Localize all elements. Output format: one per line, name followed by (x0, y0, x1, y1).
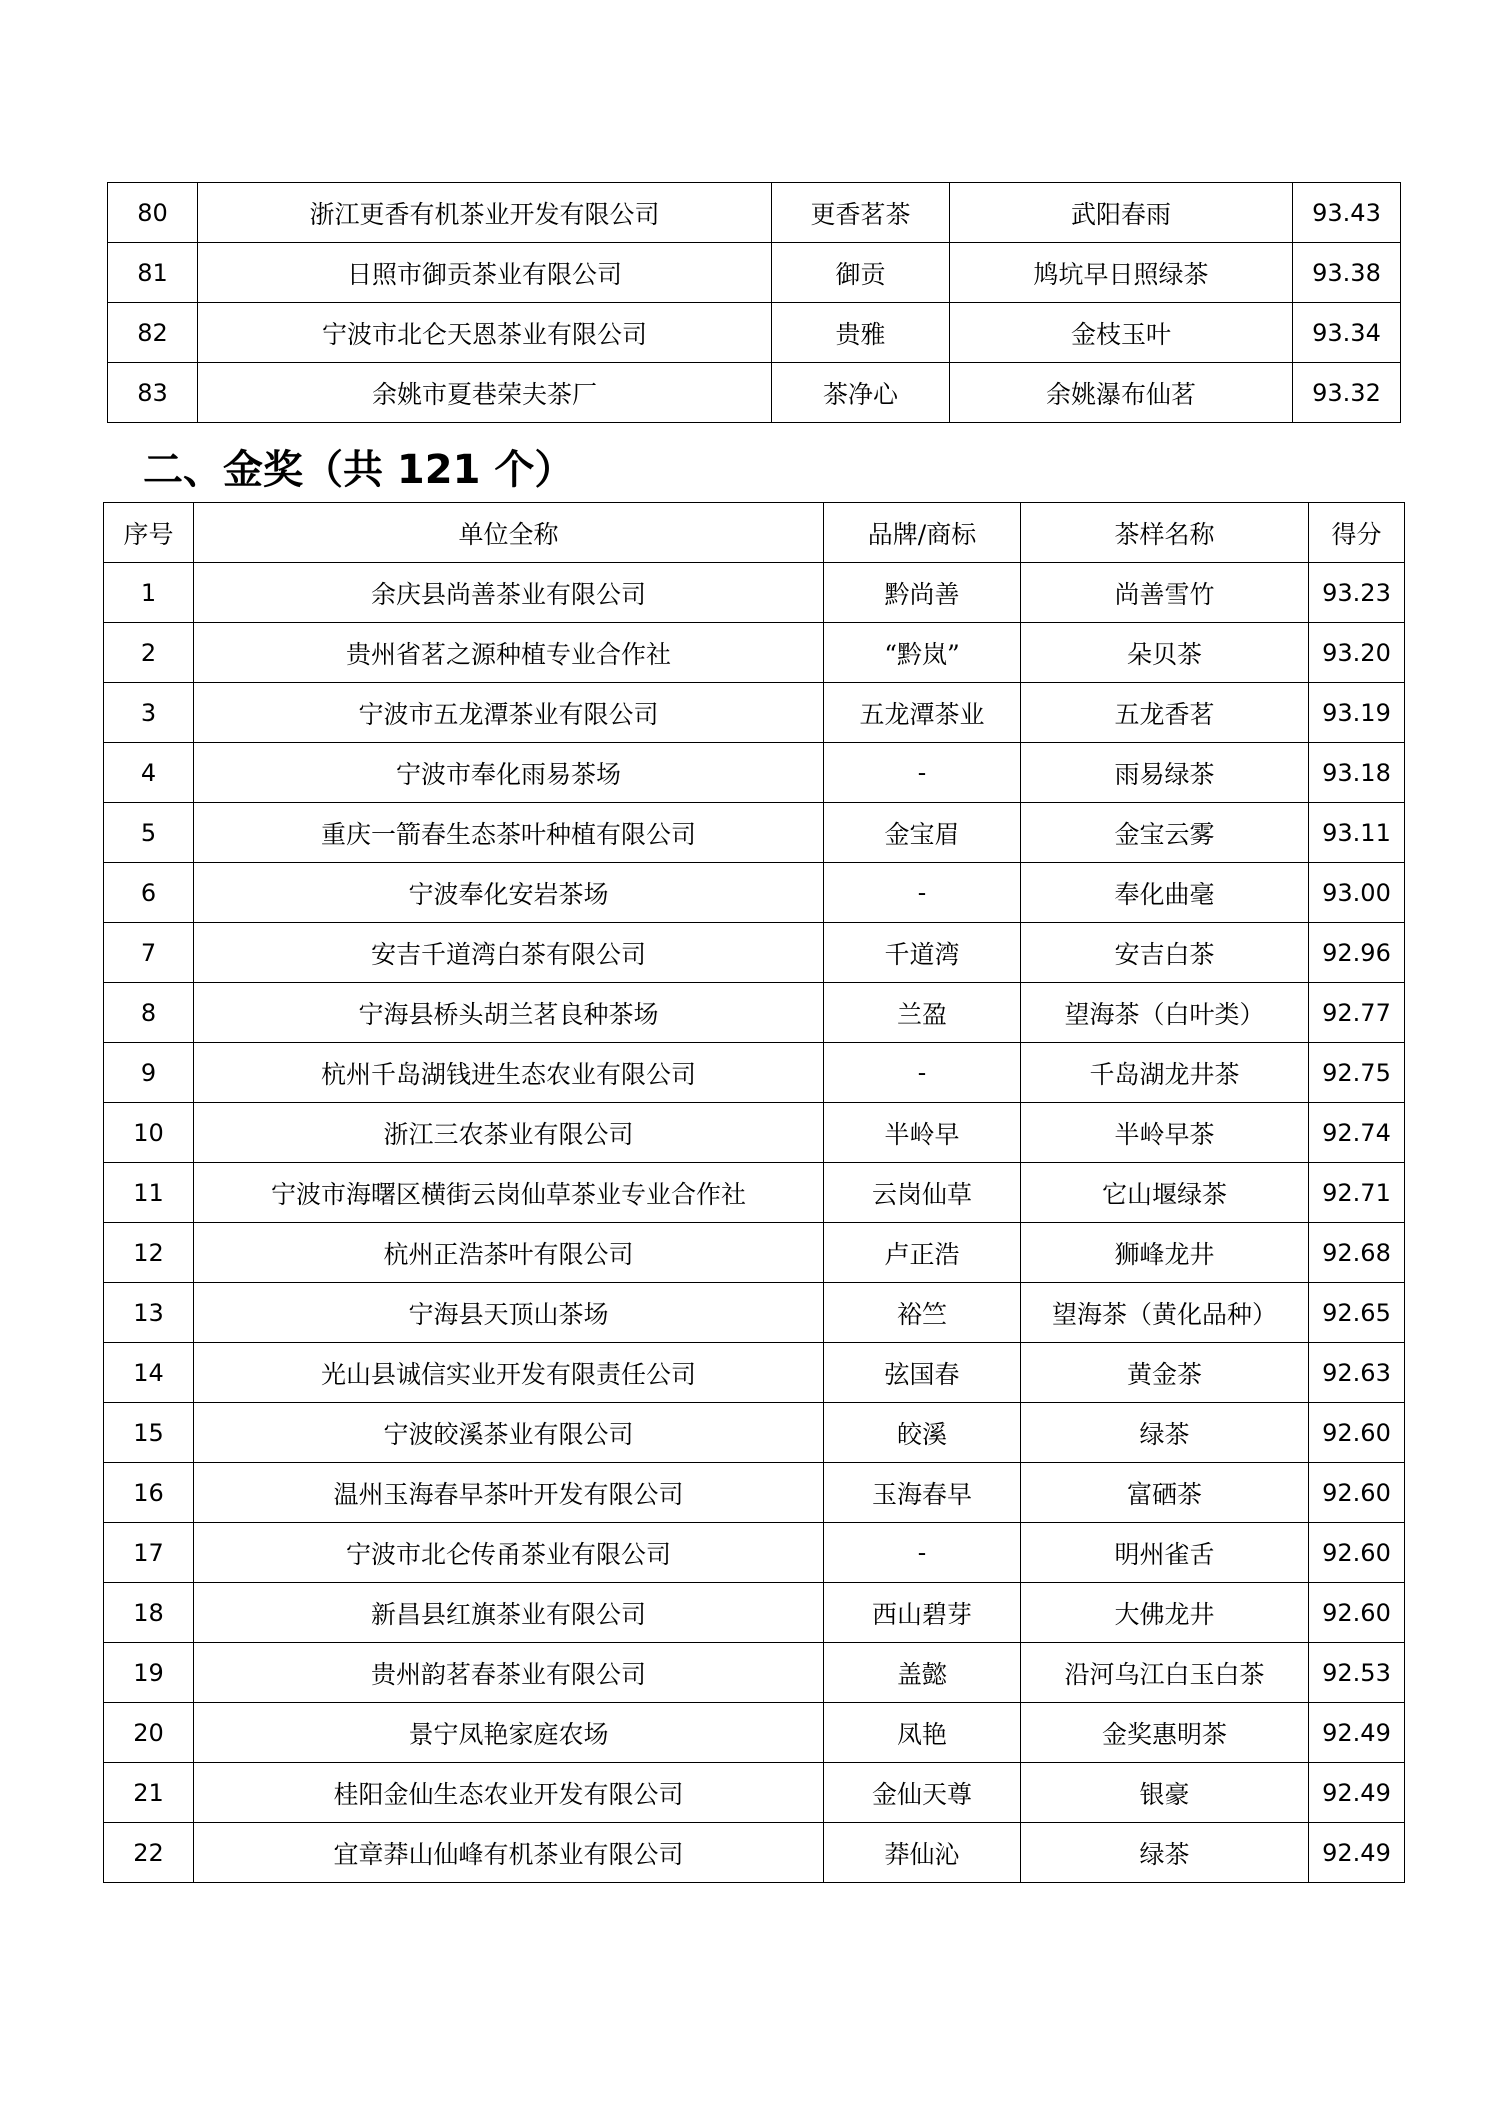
table-row (104, 563, 1405, 623)
cell-score: 92.49 (1309, 1703, 1405, 1763)
cell-index: 13 (104, 1283, 194, 1343)
cell-company: 贵州韵茗春茶业有限公司 (194, 1643, 824, 1703)
cell-score: 93.00 (1309, 863, 1405, 923)
table-row (104, 743, 1405, 803)
cell-company: 宁波奉化安岩茶场 (194, 863, 824, 923)
cell-index: 2 (104, 623, 194, 683)
section-heading: 二、金奖（共 121 个） (143, 447, 575, 493)
cell-score: 92.49 (1309, 1823, 1405, 1883)
header-brand: 品牌/商标 (824, 503, 1021, 563)
cell-sample: 银豪 (1021, 1763, 1309, 1823)
table-row (108, 183, 1401, 243)
cell-score: 92.68 (1309, 1223, 1405, 1283)
cell-sample: 它山堰绿茶 (1021, 1163, 1309, 1223)
cell-company: 杭州千岛湖钱进生态农业有限公司 (194, 1043, 824, 1103)
cell-index: 6 (104, 863, 194, 923)
cell-sample: 尚善雪竹 (1021, 563, 1309, 623)
cell-company: 桂阳金仙生态农业开发有限公司 (194, 1763, 824, 1823)
cell-company: 日照市御贡茶业有限公司 (198, 243, 772, 303)
cell-sample: 大佛龙井 (1021, 1583, 1309, 1643)
cell-brand: 西山碧芽 (824, 1583, 1021, 1643)
cell-index: 82 (108, 303, 198, 363)
cell-sample: 望海茶（黄化品种） (1021, 1283, 1309, 1343)
cell-company: 宁波市北仑传甬茶业有限公司 (194, 1523, 824, 1583)
table-row (104, 1703, 1405, 1763)
cell-sample: 望海茶（白叶类） (1021, 983, 1309, 1043)
cell-company: 温州玉海春早茶叶开发有限公司 (194, 1463, 824, 1523)
cell-index: 10 (104, 1103, 194, 1163)
cell-sample: 狮峰龙井 (1021, 1223, 1309, 1283)
cell-brand: - (824, 1043, 1021, 1103)
cell-brand: 兰盈 (824, 983, 1021, 1043)
cell-score: 92.49 (1309, 1763, 1405, 1823)
cell-sample: 半岭早茶 (1021, 1103, 1309, 1163)
cell-brand: 凤艳 (824, 1703, 1021, 1763)
cell-sample: 明州雀舌 (1021, 1523, 1309, 1583)
cell-score: 92.60 (1309, 1463, 1405, 1523)
cell-score: 92.71 (1309, 1163, 1405, 1223)
cell-brand: “黔岚” (824, 623, 1021, 683)
cell-sample: 金宝云雾 (1021, 803, 1309, 863)
header-score: 得分 (1309, 503, 1405, 563)
table-row (104, 923, 1405, 983)
cell-brand: - (824, 863, 1021, 923)
cell-brand: 玉海春早 (824, 1463, 1021, 1523)
cell-index: 1 (104, 563, 194, 623)
cell-score: 93.11 (1309, 803, 1405, 863)
cell-score: 93.34 (1293, 303, 1401, 363)
cell-index: 17 (104, 1523, 194, 1583)
cell-sample: 金枝玉叶 (950, 303, 1293, 363)
cell-index: 19 (104, 1643, 194, 1703)
cell-brand: 黔尚善 (824, 563, 1021, 623)
cell-sample: 金奖惠明茶 (1021, 1703, 1309, 1763)
cell-score: 93.18 (1309, 743, 1405, 803)
cell-index: 7 (104, 923, 194, 983)
table-row (104, 1343, 1405, 1403)
table-row (104, 1283, 1405, 1343)
cell-index: 14 (104, 1343, 194, 1403)
cell-score: 92.65 (1309, 1283, 1405, 1343)
gold-award-table (103, 502, 1405, 1883)
cell-sample: 黄金茶 (1021, 1343, 1309, 1403)
table-row (104, 1643, 1405, 1703)
cell-company: 宁波市五龙潭茶业有限公司 (194, 683, 824, 743)
cell-sample: 千岛湖龙井茶 (1021, 1043, 1309, 1103)
cell-brand: 皎溪 (824, 1403, 1021, 1463)
cell-index: 5 (104, 803, 194, 863)
cell-index: 83 (108, 363, 198, 423)
cell-sample: 朵贝茶 (1021, 623, 1309, 683)
table-row (104, 1043, 1405, 1103)
table-row (104, 983, 1405, 1043)
cell-index: 9 (104, 1043, 194, 1103)
cell-index: 18 (104, 1583, 194, 1643)
cell-score: 92.75 (1309, 1043, 1405, 1103)
cell-sample: 余姚瀑布仙茗 (950, 363, 1293, 423)
cell-index: 80 (108, 183, 198, 243)
table-row (104, 863, 1405, 923)
cell-index: 3 (104, 683, 194, 743)
cell-score: 92.77 (1309, 983, 1405, 1043)
cell-score: 92.63 (1309, 1343, 1405, 1403)
cell-score: 93.19 (1309, 683, 1405, 743)
table-row (108, 303, 1401, 363)
cell-score: 92.53 (1309, 1643, 1405, 1703)
cell-company: 杭州正浩茶叶有限公司 (194, 1223, 824, 1283)
table-row (108, 363, 1401, 423)
cell-brand: 裕竺 (824, 1283, 1021, 1343)
cell-brand: - (824, 743, 1021, 803)
cell-company: 浙江更香有机茶业开发有限公司 (198, 183, 772, 243)
table-row (104, 1163, 1405, 1223)
cell-score: 92.96 (1309, 923, 1405, 983)
table-header-row (104, 503, 1405, 563)
table-row (104, 1223, 1405, 1283)
cell-index: 81 (108, 243, 198, 303)
cell-sample: 安吉白茶 (1021, 923, 1309, 983)
cell-sample: 奉化曲毫 (1021, 863, 1309, 923)
cell-index: 16 (104, 1463, 194, 1523)
cell-score: 93.43 (1293, 183, 1401, 243)
cell-score: 93.38 (1293, 243, 1401, 303)
cell-brand: 五龙潭茶业 (824, 683, 1021, 743)
table-row (104, 803, 1405, 863)
table-row (104, 1823, 1405, 1883)
cell-company: 重庆一箭春生态茶叶种植有限公司 (194, 803, 824, 863)
cell-index: 4 (104, 743, 194, 803)
cell-sample: 沿河乌江白玉白茶 (1021, 1643, 1309, 1703)
cell-brand: 盖懿 (824, 1643, 1021, 1703)
cell-sample: 富硒茶 (1021, 1463, 1309, 1523)
cell-brand: 金宝眉 (824, 803, 1021, 863)
continued-awards-table (107, 182, 1401, 423)
cell-company: 宁海县桥头胡兰茗良种茶场 (194, 983, 824, 1043)
cell-company: 宁波市海曙区横街云岗仙草茶业专业合作社 (194, 1163, 824, 1223)
cell-company: 宜章莽山仙峰有机茶业有限公司 (194, 1823, 824, 1883)
cell-sample: 雨易绿茶 (1021, 743, 1309, 803)
table-row (104, 1763, 1405, 1823)
cell-company: 余庆县尚善茶业有限公司 (194, 563, 824, 623)
header-sample: 茶样名称 (1021, 503, 1309, 563)
cell-company: 浙江三农茶业有限公司 (194, 1103, 824, 1163)
cell-sample: 武阳春雨 (950, 183, 1293, 243)
table-row (104, 683, 1405, 743)
cell-score: 93.32 (1293, 363, 1401, 423)
cell-company: 贵州省茗之源种植专业合作社 (194, 623, 824, 683)
table-row (104, 623, 1405, 683)
table-row (104, 1463, 1405, 1523)
cell-brand: 贵雅 (772, 303, 950, 363)
cell-score: 92.74 (1309, 1103, 1405, 1163)
cell-brand: 金仙天尊 (824, 1763, 1021, 1823)
cell-score: 92.60 (1309, 1523, 1405, 1583)
cell-brand: 半岭早 (824, 1103, 1021, 1163)
cell-company: 宁海县天顶山茶场 (194, 1283, 824, 1343)
cell-index: 12 (104, 1223, 194, 1283)
cell-company: 新昌县红旗茶业有限公司 (194, 1583, 824, 1643)
cell-index: 15 (104, 1403, 194, 1463)
cell-company: 光山县诚信实业开发有限责任公司 (194, 1343, 824, 1403)
cell-sample: 绿茶 (1021, 1823, 1309, 1883)
cell-score: 93.23 (1309, 563, 1405, 623)
cell-company: 景宁凤艳家庭农场 (194, 1703, 824, 1763)
cell-sample: 五龙香茗 (1021, 683, 1309, 743)
cell-company: 宁波市奉化雨易茶场 (194, 743, 824, 803)
cell-score: 93.20 (1309, 623, 1405, 683)
cell-brand: 云岗仙草 (824, 1163, 1021, 1223)
cell-brand: 更香茗茶 (772, 183, 950, 243)
header-company: 单位全称 (194, 503, 824, 563)
cell-brand: 千道湾 (824, 923, 1021, 983)
cell-brand: 弦国春 (824, 1343, 1021, 1403)
cell-company: 安吉千道湾白茶有限公司 (194, 923, 824, 983)
cell-brand: 茶净心 (772, 363, 950, 423)
cell-index: 22 (104, 1823, 194, 1883)
cell-score: 92.60 (1309, 1583, 1405, 1643)
cell-brand: 御贡 (772, 243, 950, 303)
cell-index: 20 (104, 1703, 194, 1763)
cell-company: 余姚市夏巷荣夫茶厂 (198, 363, 772, 423)
table-row (108, 243, 1401, 303)
table-row (104, 1103, 1405, 1163)
cell-index: 21 (104, 1763, 194, 1823)
header-index: 序号 (104, 503, 194, 563)
cell-index: 8 (104, 983, 194, 1043)
table-row (104, 1583, 1405, 1643)
cell-brand: 莽仙沁 (824, 1823, 1021, 1883)
table-row (104, 1523, 1405, 1583)
cell-sample: 绿茶 (1021, 1403, 1309, 1463)
cell-score: 92.60 (1309, 1403, 1405, 1463)
cell-brand: 卢正浩 (824, 1223, 1021, 1283)
cell-company: 宁波皎溪茶业有限公司 (194, 1403, 824, 1463)
cell-index: 11 (104, 1163, 194, 1223)
cell-sample: 鸠坑早日照绿茶 (950, 243, 1293, 303)
cell-brand: - (824, 1523, 1021, 1583)
table-row (104, 1403, 1405, 1463)
cell-company: 宁波市北仑天恩茶业有限公司 (198, 303, 772, 363)
